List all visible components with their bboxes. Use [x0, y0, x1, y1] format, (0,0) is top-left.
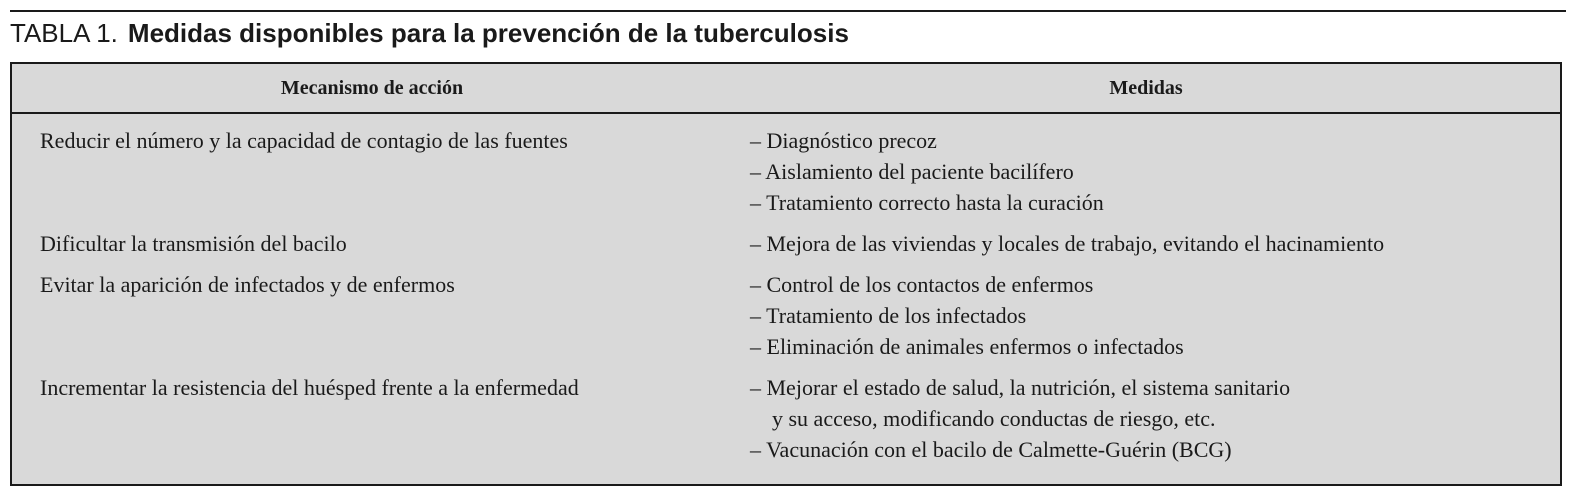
measure-item: – Eliminación de animales enfermos o infectados: [750, 334, 1184, 359]
measure-item: – Vacunación con el bacilo de Calmette-Guérin (BCG): [750, 437, 1232, 462]
measure-item: – Tratamiento de los infectados: [750, 303, 1027, 328]
measure-item-text: – Mejorar el estado de salud, la nutrición, el sistema sanitario: [750, 375, 1291, 400]
mechanism-cell: Reducir el número y la capacidad de contagio de las fuentes: [40, 128, 568, 153]
measure-item: [750, 372, 1550, 434]
table-header-row: [12, 64, 1560, 114]
top-rule: [10, 10, 1566, 12]
table-title: Medidas disponibles para la prevención de la tuberculosis: [127, 18, 849, 48]
mechanism-cell: Dificultar la transmisión del bacilo: [40, 231, 347, 256]
measures-list: [750, 269, 1550, 362]
measures-list: [750, 228, 1550, 259]
measures-list: [750, 125, 1550, 218]
measure-item: – Mejora de las viviendas y locales de trabajo, evitando el hacinamiento: [750, 231, 1385, 256]
mechanism-cell: Evitar la aparición de infectados y de enfermos: [40, 272, 455, 297]
mechanism-cell: Incrementar la resistencia del huésped frente a la enfermedad: [40, 375, 579, 400]
measures-list: [750, 372, 1550, 465]
measure-item: – Tratamiento correcto hasta la curación: [750, 190, 1104, 215]
table-body: [12, 114, 1560, 484]
header-measures: Medidas: [1109, 77, 1183, 99]
table-label: TABLA 1.: [10, 18, 118, 48]
table-caption: [10, 16, 849, 50]
measure-item: – Control de los contactos de enfermos: [750, 272, 1094, 297]
header-mechanism: Mecanismo de acción: [280, 77, 464, 99]
measure-item-continuation: y su acceso, modificando conductas de riesgo, etc.: [772, 406, 1216, 431]
measure-item: – Diagnóstico precoz: [750, 128, 937, 153]
measure-item: – Aislamiento del paciente bacilífero: [750, 159, 1074, 184]
prevention-table: [10, 62, 1562, 486]
